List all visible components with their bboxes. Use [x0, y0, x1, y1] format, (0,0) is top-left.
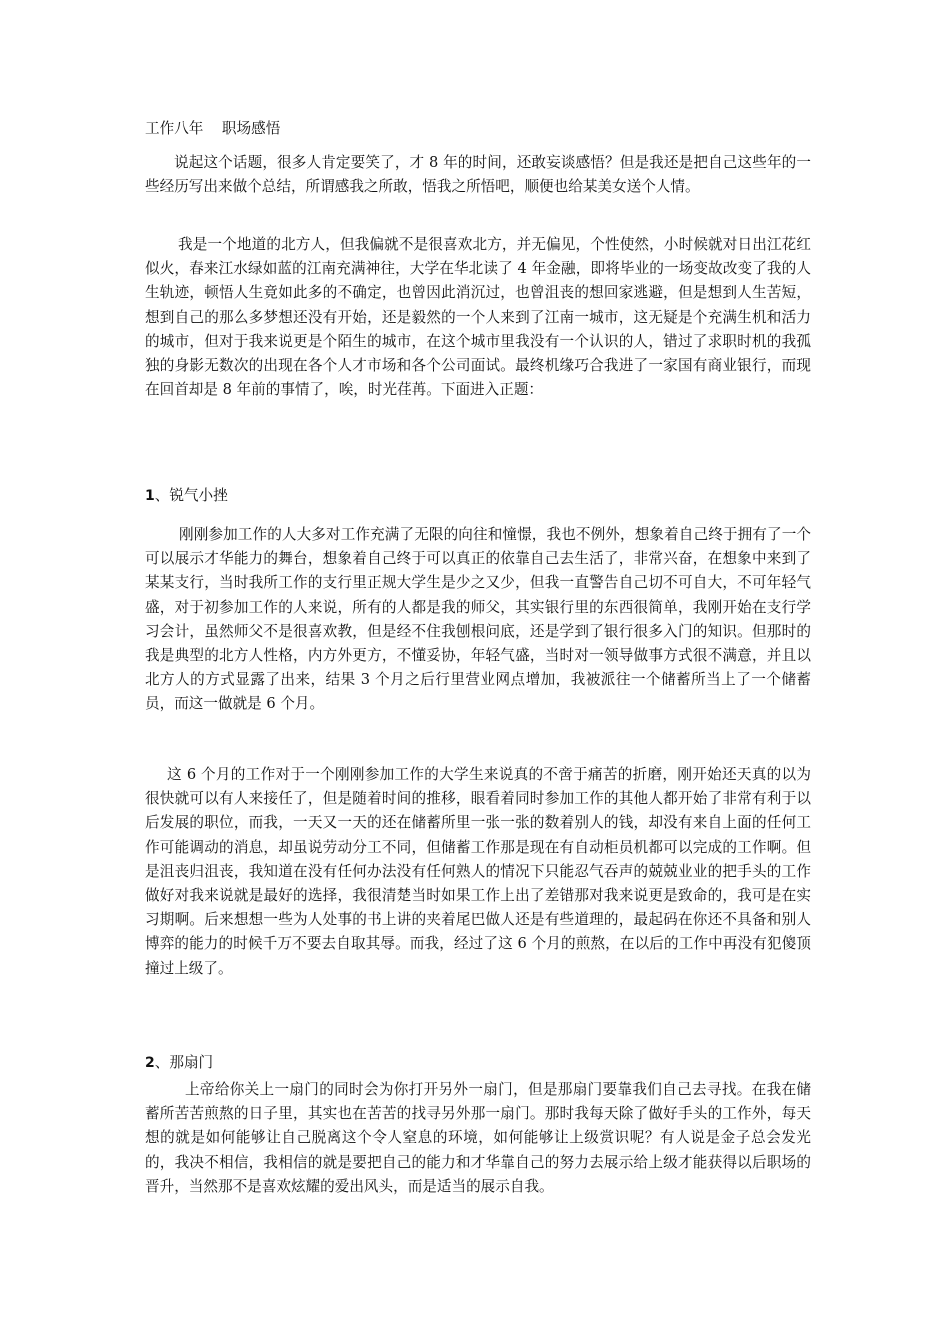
section-2-title: 、那扇门 — [154, 1054, 214, 1071]
intro-paragraph-1: 说起这个话题，很多人肯定要笑了，才 8 年的时间，还敢妄谈感悟？但是我还是把自己这些年的一些经历写出来做个总结，所谓感我之所敢，悟我之所悟吧，顺便也给某美女送个人情。 — [145, 154, 811, 196]
intro-paragraph-2: 我是一个地道的北方人，但我偏就不是很喜欢北方，并无偏见，个性使然，小时候就对日出江花红似火，春来江水绿如蓝的江南充满神往，大学在华北读了 4 年金融，即将毕业的一场变故改变了我的人生轨迹，顿悟人生竟如此多的不确定，也曾因此消沉过，也曾沮丧的想回家逃避，但是想到人生苦短，想到自己的那么多梦想还没有开始，还是毅然的一个人来到了江南一城市，这无疑是个充满生机和活力的城市，但对于我来说更是个陌生的城市，在这个城市里我没有一个认识的人，错过了求职时机的我孤独的身影无数次的出现在各个人才市场和各个公司面试。最终机缘巧合我进了一家国有商业银行，而现在回首却是 8 年前的事情了，唉，时光荏苒。下面进入正题： — [145, 236, 811, 399]
section-2-heading — [145, 1053, 213, 1073]
section-1-number: 1 — [145, 488, 155, 504]
section-2-number: 2 — [145, 1055, 155, 1071]
section-1-heading — [145, 486, 228, 506]
document-title: 工作八年 职场感悟 — [145, 120, 281, 137]
section-2-paragraph-1: 上帝给你关上一扇门的同时会为你打开另外一扇门，但是那扇门要靠我们自己去寻找。在我在储蓄所苦苦煎熬的日子里，其实也在苦苦的找寻另外那一扇门。那时我每天除了做好手头的工作外，每天想的就是如何能够让自己脱离这个令人窒息的环境，如何能够让上级赏识呢？有人说是金子总会发光的，我决不相信，我相信的就是要把自己的能力和才华靠自己的努力去展示给上级才能获得以后职场的晋升，当然那不是喜欢炫耀的爱出风头，而是适当的展示自我。 — [145, 1081, 811, 1195]
section-1-paragraph-2: 这 6 个月的工作对于一个刚刚参加工作的大学生来说真的不啻于痛苦的折磨，刚开始还天真的以为很快就可以有人来接任了，但是随着时间的推移，眼看着同时参加工作的其他人都开始了非常有利于以后发展的职位，而我，一天又一天的还在储蓄所里一张一张的数着别人的钱，却没有来自上面的任何工作可能调动的消息，却虽说劳动分工不同，但储蓄工作那是现在有自动柜员机都可以完成的工作啊。但是沮丧归沮丧，我知道在没有任何办法没有任何熟人的情况下只能忍气吞声的兢兢业业的把手头的工作做好对我来说就是最好的选择，我很清楚当时如果工作上出了差错那对我来说更是致命的，我可是在实习期啊。后来想想一些为人处事的书上讲的夹着尾巴做人还是有些道理的，最起码在你还不具备和别人博弈的能力的时候千万不要去自取其辱。而我，经过了这 6 个月的煎熬，在以后的工作中再没有犯傻顶撞过上级了。 — [145, 766, 811, 977]
section-1-paragraph-1: 刚刚参加工作的人大多对工作充满了无限的向往和憧憬，我也不例外，想象着自己终于拥有了一个可以展示才华能力的舞台，想象着自己终于可以真正的依靠自己去生活了，非常兴奋，在想象中来到了某某支行，当时我所工作的支行里正规大学生是少之又少，但我一直警告自己切不可自大，不可年轻气盛，对于初参加工作的人来说，所有的人都是我的师父，其实银行里的东西很简单，我刚开始在支行学习会计，虽然师父不是很喜欢教，但是经不住我刨根问底，还是学到了银行很多入门的知识。但那时的我是典型的北方人性格，内方外更方，不懂妥协，年轻气盛，当时对一领导做事方式很不满意，并且以北方人的方式显露了出来，结果 3 个月之后行里营业网点增加，我被派往一个储蓄所当上了一个储蓄员，而这一做就是 6 个月。 — [145, 526, 811, 713]
section-1-title: 、锐气小挫 — [154, 487, 228, 504]
